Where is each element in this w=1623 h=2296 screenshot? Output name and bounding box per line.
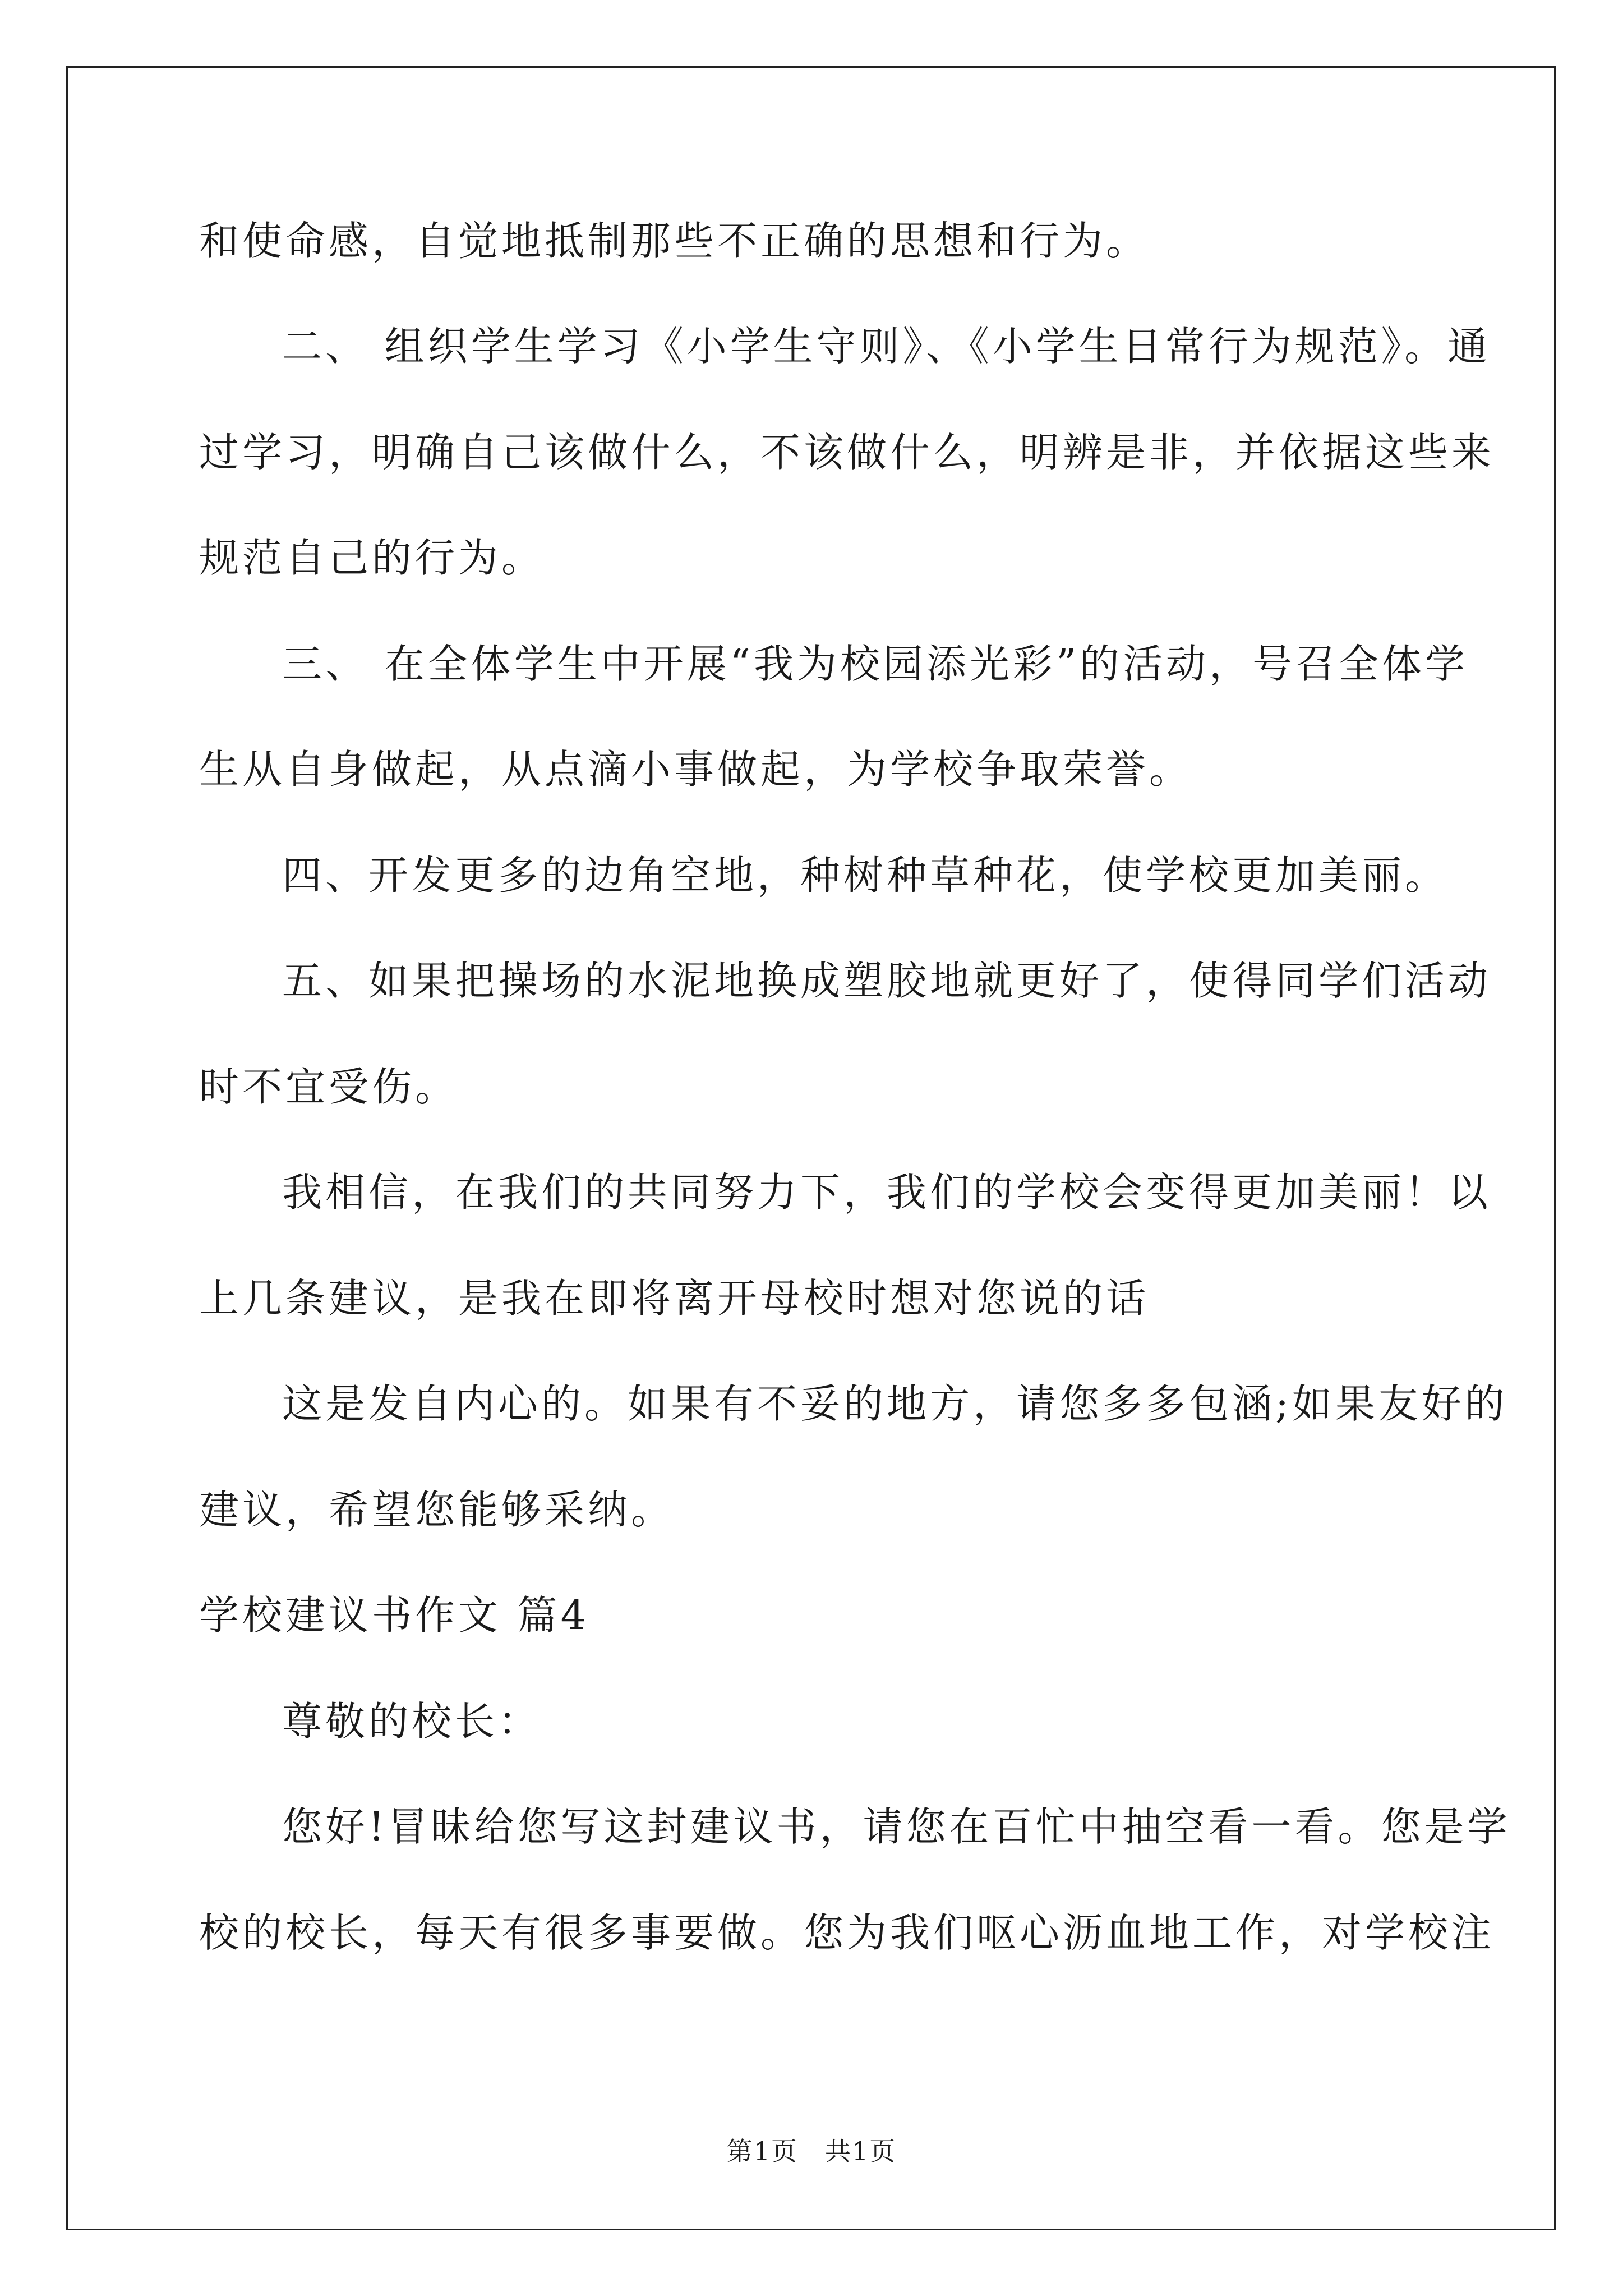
paragraph-line: 和使命感，自觉地抵制那些不正确的思想和行为。 [199, 218, 1150, 264]
paragraph-line: 我相信，在我们的共同努力下，我们的学校会变得更加美丽！以 [282, 1169, 1492, 1216]
salutation: 尊敬的校长： [282, 1698, 542, 1745]
paragraph-line: 二、 组织学生学习《小学生守则》、《小学生日常行为规范》。通 [282, 323, 1491, 370]
paragraph-line: 您好!冒昧给您写这封建议书，请您在百忙中抽空看一看。您是学 [282, 1803, 1511, 1850]
page-footer: 第1页 共1页 [726, 2136, 897, 2166]
paragraph-line: 校的校长，每天有很多事要做。您为我们呕心沥血地工作，对学校注 [199, 1910, 1495, 1956]
paragraph-line: 四、开发更多的边角空地，种树种草种花，使学校更加美丽。 [282, 852, 1449, 899]
paragraph-line: 建议，希望您能够采纳。 [199, 1487, 675, 1533]
paragraph-line: 五、如果把操场的水泥地换成塑胶地就更好了，使得同学们活动 [282, 958, 1492, 1004]
section-heading: 学校建议书作文 篇4 [199, 1592, 589, 1639]
paragraph-line: 生从自身做起，从点滴小事做起，为学校争取荣誉。 [199, 746, 1193, 793]
paragraph-line: 上几条建议，是我在即将离开母校时想对您说的话 [199, 1275, 1150, 1322]
paragraph-line: 规范自己的行为。 [199, 535, 545, 581]
paragraph-line: 时不宜受伤。 [199, 1064, 459, 1110]
paragraph-line: 三、 在全体学生中开展“我为校园添光彩”的活动，号召全体学 [282, 641, 1469, 687]
paragraph-line: 过学习，明确自己该做什么，不该做什么，明辨是非，并依据这些来 [199, 429, 1495, 476]
paragraph-line: 这是发自内心的。如果有不妥的地方，请您多多包涵;如果友好的 [282, 1381, 1508, 1427]
